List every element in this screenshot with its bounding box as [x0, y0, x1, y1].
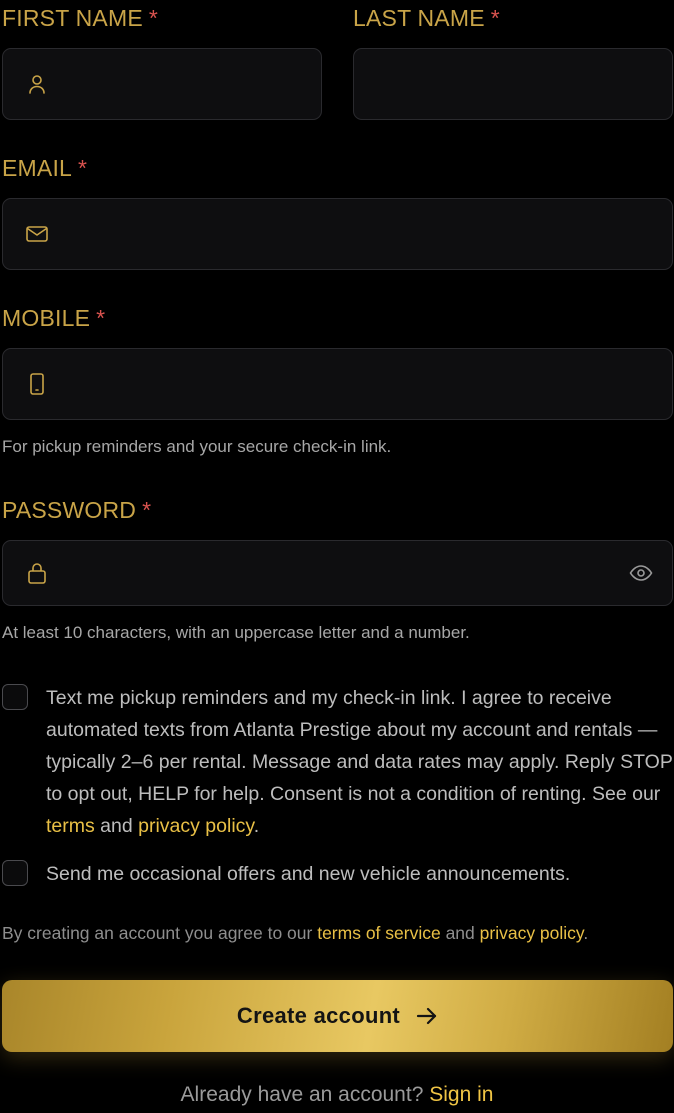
mail-icon: [25, 222, 49, 246]
email-field[interactable]: [2, 198, 673, 270]
mobile-label: MOBILE *: [2, 305, 106, 331]
eye-icon[interactable]: [628, 560, 654, 586]
user-icon: [25, 72, 49, 96]
first-name-field[interactable]: [2, 48, 322, 120]
privacy-policy-link[interactable]: privacy policy: [479, 923, 584, 943]
sms-consent-checkbox[interactable]: [2, 684, 28, 710]
password-hint: At least 10 characters, with an uppercase letter and a number.: [2, 623, 470, 642]
email-label: EMAIL *: [2, 155, 88, 181]
sms-consent-text: Text me pickup reminders and my check-in link. I agree to receive automated texts from Atlanta Prestige about my account and rentals — typically 2–6 per rental. Message and data rates may apply. Reply STOP to opt out, HELP for help. Consent is not a condition of renting. See our terms and privacy policy.: [46, 687, 673, 837]
privacy-policy-link[interactable]: privacy policy: [138, 815, 254, 837]
last-name-input[interactable]: [374, 49, 612, 119]
terms-of-service-link[interactable]: terms of service: [317, 923, 441, 943]
offers-consent-text: Send me occasional offers and new vehicle announcements.: [46, 863, 571, 885]
create-account-button[interactable]: [2, 980, 673, 1052]
required-marker: *: [142, 497, 152, 523]
mobile-input[interactable]: [63, 349, 612, 419]
lock-icon: [25, 561, 49, 585]
offers-consent-checkbox[interactable]: [2, 860, 28, 886]
create-account-label: Create account: [236, 1003, 401, 1028]
sign-in-link[interactable]: Sign in: [429, 1083, 494, 1106]
legal-notice: By creating an account you agree to our terms of service and privacy policy.: [2, 923, 589, 943]
terms-link[interactable]: terms: [46, 815, 95, 837]
last-name-field[interactable]: [353, 48, 673, 120]
required-marker: *: [490, 5, 500, 31]
required-marker: *: [96, 305, 106, 331]
mobile-hint: For pickup reminders and your secure check-in link.: [2, 437, 392, 456]
email-input[interactable]: [63, 199, 612, 269]
required-marker: *: [78, 155, 88, 181]
first-name-label: FIRST NAME *: [2, 5, 159, 31]
phone-icon: [25, 372, 49, 396]
password-field[interactable]: [2, 540, 673, 606]
last-name-label: LAST NAME *: [353, 5, 500, 31]
password-input[interactable]: [63, 541, 612, 605]
first-name-input[interactable]: [63, 49, 261, 119]
arrow-right-icon: [416, 1006, 438, 1026]
mobile-field[interactable]: [2, 348, 673, 420]
password-label: PASSWORD *: [2, 497, 152, 523]
required-marker: *: [148, 5, 159, 31]
signin-prompt: Already have an account? Sign in: [180, 1083, 494, 1106]
